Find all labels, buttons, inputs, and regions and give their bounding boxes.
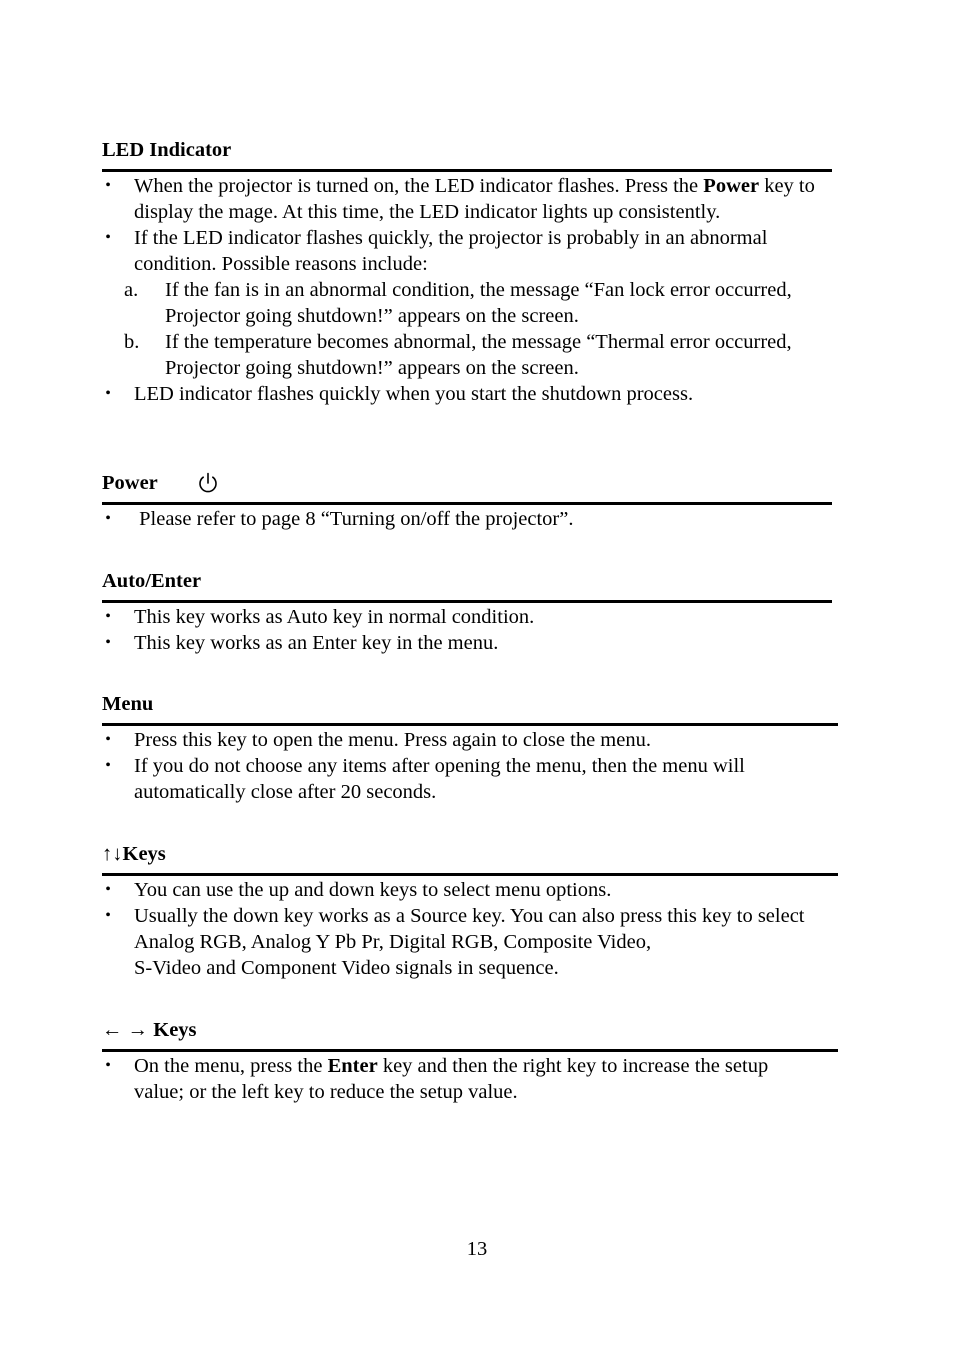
section-left-right-keys <box>102 1017 838 1105</box>
section-heading: LED Indicator <box>102 139 232 161</box>
bullet-icon: • <box>105 1057 111 1074</box>
section-divider <box>102 502 832 505</box>
section-up-down-keys <box>102 841 838 981</box>
bullet-list <box>102 727 822 805</box>
section-divider <box>102 1049 838 1052</box>
list-item: • If you do not choose any items after opening the menu, then the menu will automatically close after 20 seconds. <box>102 753 822 805</box>
power-icon <box>196 471 220 495</box>
section-divider <box>102 873 838 876</box>
enter-key-label: Enter <box>327 1055 378 1077</box>
sub-list-item: a. If the fan is in an abnormal condition, the message “Fan lock error occurred, Projector going shutdown!” appears on the screen. <box>124 279 792 327</box>
bullet-icon: • <box>105 634 111 651</box>
bullet-list <box>102 877 832 981</box>
bullet-icon: • <box>105 177 111 194</box>
list-item: • When the projector is turned on, the LED indicator flashes. Press the Power key to display the mage. At this time, the LED indicator lights up consistently. <box>102 173 832 225</box>
section-heading: ↑↓Keys <box>102 843 166 865</box>
bullet-list <box>102 604 832 656</box>
bullet-icon: • <box>105 881 111 898</box>
section-heading: ← → Keys <box>102 1019 197 1041</box>
sub-list <box>102 277 832 381</box>
list-item: • LED indicator flashes quickly when you start the shutdown process. <box>102 381 832 407</box>
section-menu <box>102 691 838 805</box>
bullet-icon: • <box>105 229 111 246</box>
bullet-icon: • <box>105 510 111 527</box>
section-heading: Power <box>102 470 832 496</box>
list-item: • If the LED indicator flashes quickly, the projector is probably in an abnormal condition. Possible reasons include: a. If the fan is in an abnormal condition, the message “Fan lock error occurred, Projector going shutdown!” appears on the screen. b. If the temperature becomes abnormal, the message “Thermal error occurred, Projector going shutdown!” appears on the screen. <box>102 225 832 381</box>
list-item: • Please refer to page 8 “Turning on/off the projector”. <box>102 506 832 532</box>
bullet-list <box>102 1053 802 1105</box>
section-led-indicator <box>102 137 832 407</box>
bullet-icon: • <box>105 907 111 924</box>
list-item: • This key works as an Enter key in the menu. <box>102 630 832 656</box>
list-item: • You can use the up and down keys to select menu options. <box>102 877 832 903</box>
bullet-icon: • <box>105 731 111 748</box>
list-letter: a. <box>124 279 139 301</box>
bullet-icon: • <box>105 608 111 625</box>
bullet-icon: • <box>105 757 111 774</box>
list-item: • On the menu, press the Enter key and then the right key to increase the setup value; or the left key to reduce the setup value. <box>102 1053 802 1105</box>
section-power <box>102 470 832 532</box>
section-heading: Menu <box>102 693 154 715</box>
section-divider <box>102 600 832 603</box>
bullet-list <box>102 506 832 532</box>
power-key-label: Power <box>703 175 760 197</box>
list-letter: b. <box>124 331 140 353</box>
bullet-icon: • <box>105 385 111 402</box>
section-heading: Auto/Enter <box>102 570 202 592</box>
sub-list-item: b. If the temperature becomes abnormal, the message “Thermal error occurred, Projector going shutdown!” appears on the screen. <box>124 331 792 379</box>
bullet-list <box>102 173 832 407</box>
list-item: • Usually the down key works as a Source key. You can also press this key to select Analog RGB, Analog Y Pb Pr, Digital RGB, Composite Video, S-Video and Component Video signals in sequence. <box>102 903 832 981</box>
list-item: • Press this key to open the menu. Press again to close the menu. <box>102 727 822 753</box>
section-divider <box>102 723 838 726</box>
page-number: 13 <box>466 1238 488 1260</box>
section-auto-enter <box>102 568 832 656</box>
list-item: • This key works as Auto key in normal condition. <box>102 604 832 630</box>
section-divider <box>102 169 832 172</box>
